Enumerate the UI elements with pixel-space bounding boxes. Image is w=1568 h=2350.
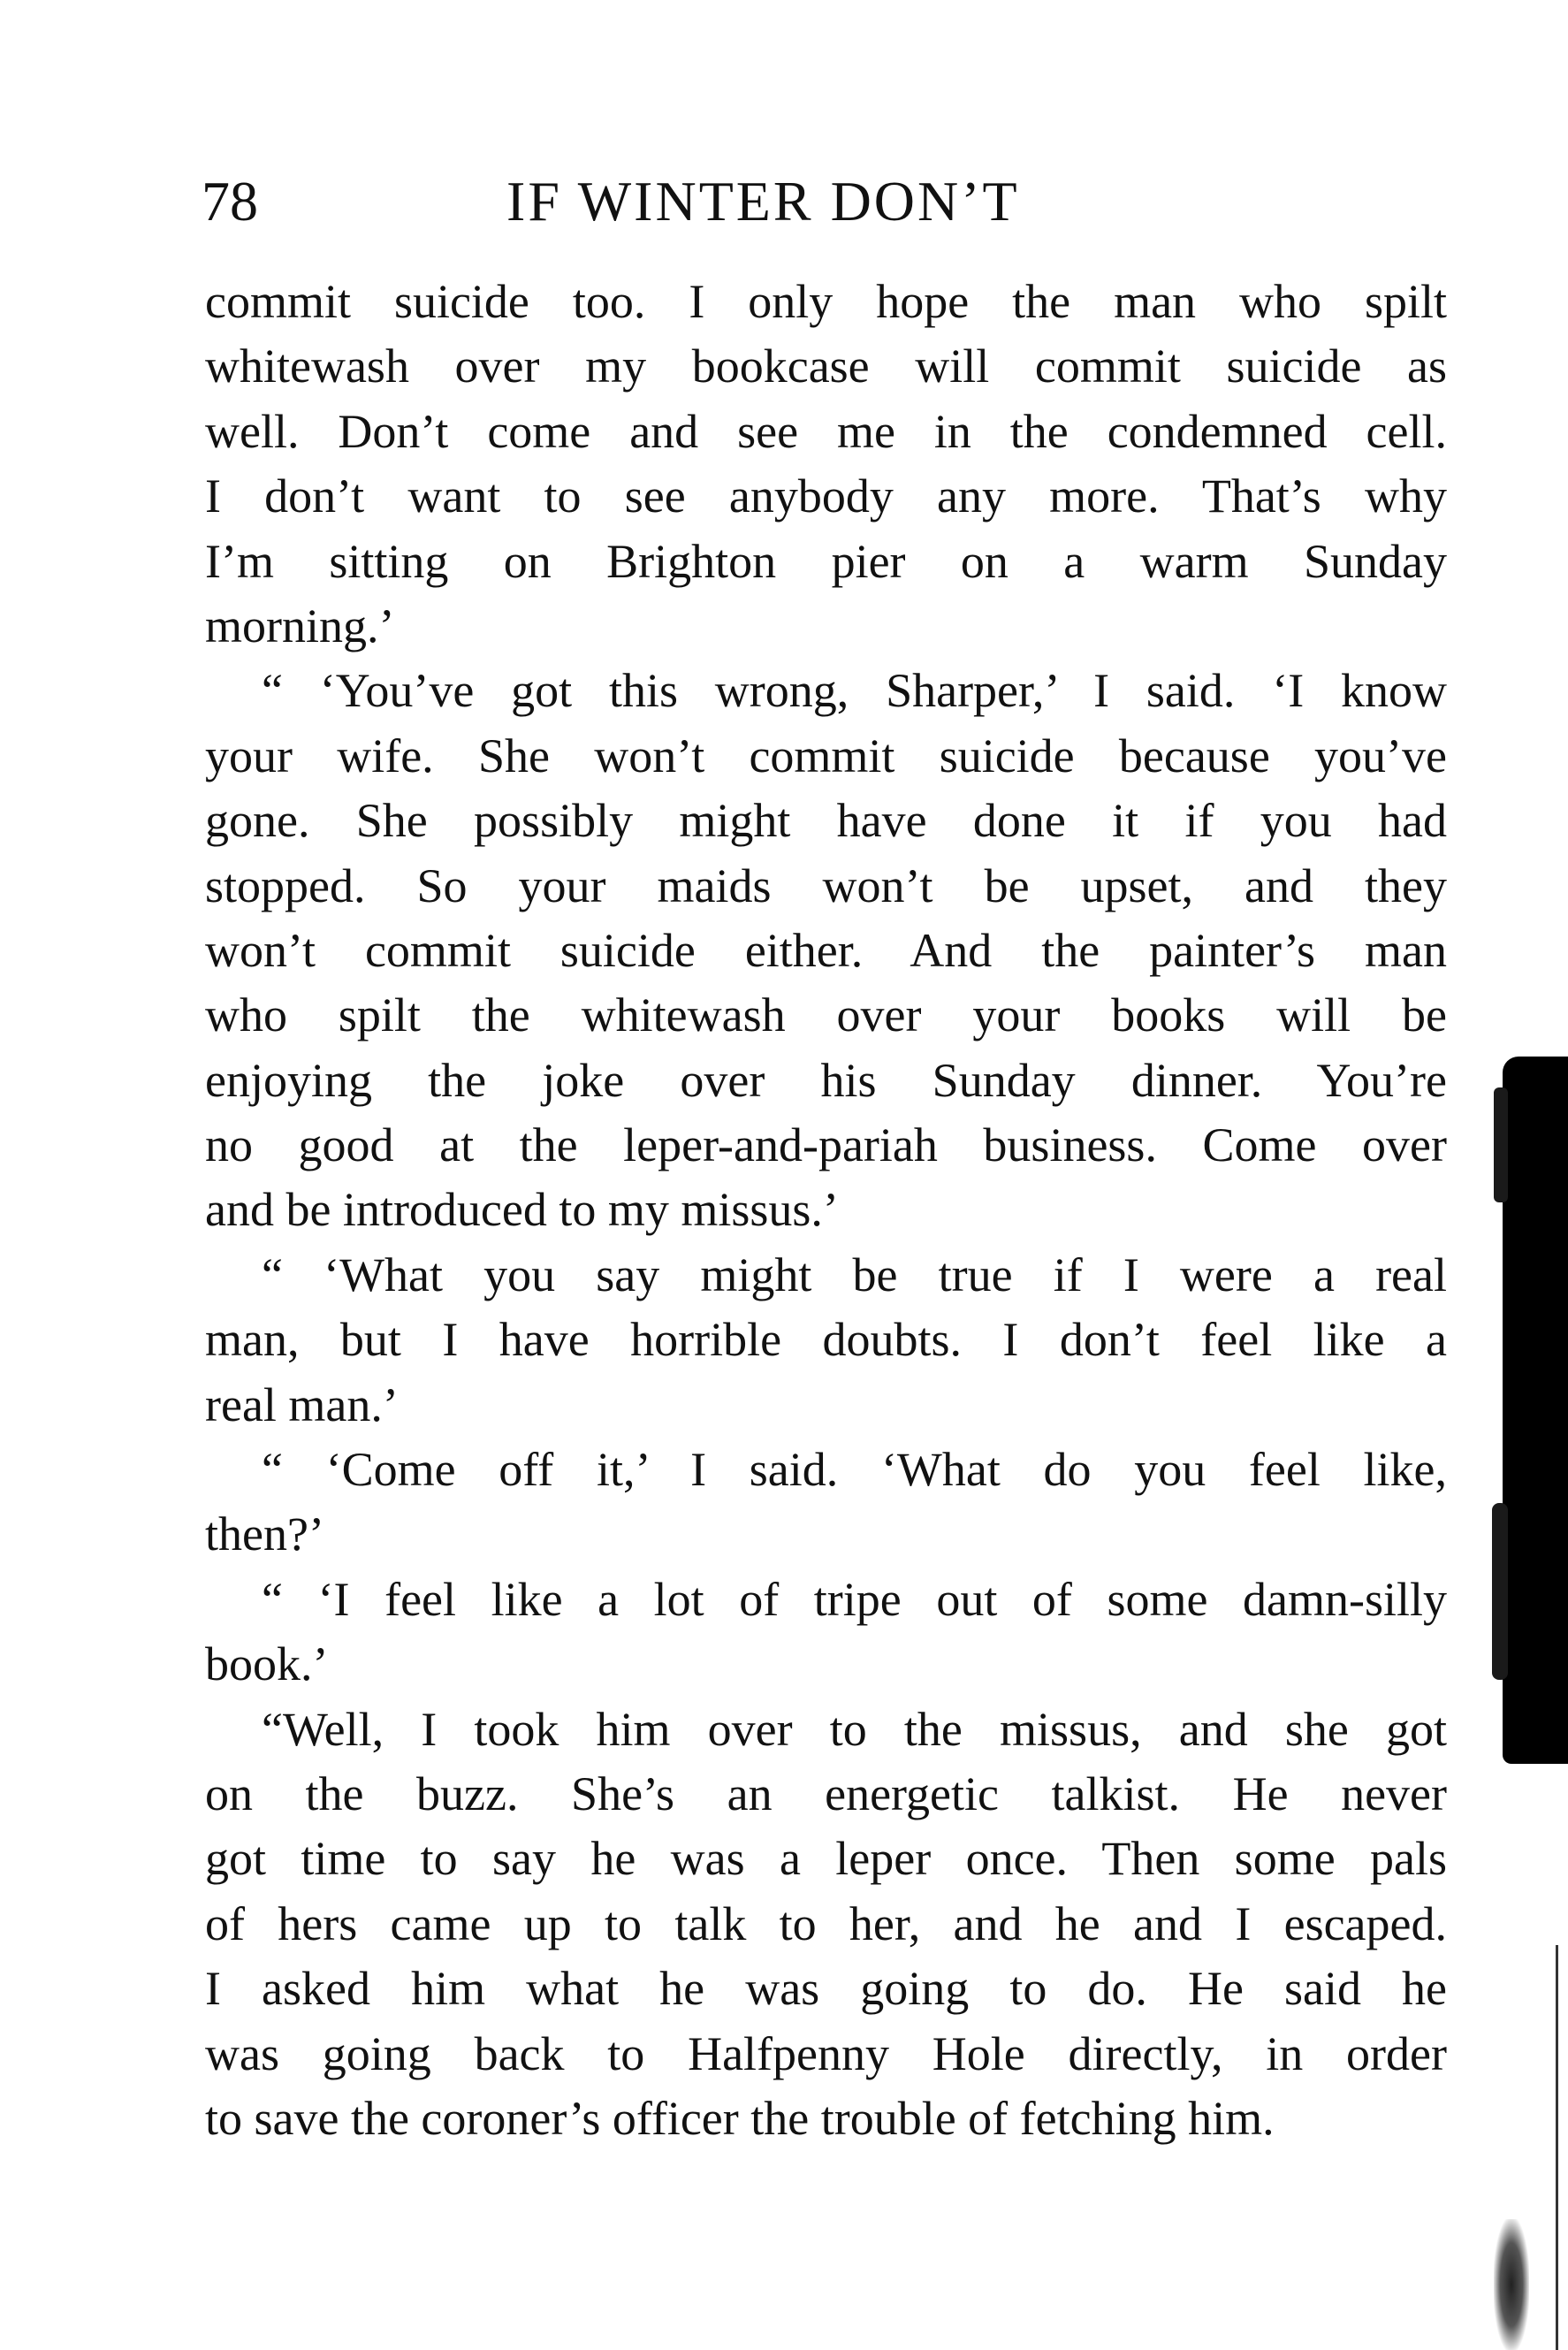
page-header [202,157,1457,255]
text-line: then?’ [205,1507,324,1561]
text-line: whitewash over my bookcase will commit suicide as [205,340,1447,393]
text-line: stopped. So your maids won’t be upset, and they [205,858,1447,912]
text-line: commit suicide too. I only hope the man who spilt [205,275,1447,328]
text-line: to save the coroner’s officer the trouble of fetching him. [205,2091,1275,2145]
text-line: “Well, I took him over to the missus, and she got [262,1702,1447,1756]
text-line: your wife. She won’t commit suicide because you’ve [205,729,1447,782]
text-line: I asked him what he was going to do. He said he [205,1962,1447,2016]
text-line: and be introduced to my missus.’ [205,1183,839,1237]
text-line: real man.’ [205,1377,399,1431]
text-line: book.’ [205,1637,329,1691]
text-line: “ ‘You’ve got this wrong, Sharper,’ I said. ‘I know [262,664,1447,718]
text-line: “ ‘I feel like a lot of tripe out of some damn-silly [262,1572,1447,1626]
text-line: gone. She possibly might have done it if you had [205,794,1447,848]
binding-shadow [1503,1057,1568,1764]
text-line: morning.’ [205,599,395,652]
text-line: man, but I have horrible doubts. I don’t feel like a [205,1313,1447,1367]
text-line: of hers came up to talk to her, and he and I escaped. [205,1896,1447,1950]
page-edge-line [1556,1945,1558,2350]
text-line: I don’t want to see anybody any more. That’s why [205,469,1447,523]
scan-speck [1494,1087,1508,1202]
text-line: on the buzz. She’s an energetic talkist. He never [205,1766,1447,1820]
text-line: “ ‘What you say might be true if I were a real [262,1247,1447,1301]
text-line: no good at the leper-and-pariah business. Come over [205,1118,1447,1172]
scan-speck [1492,1503,1508,1680]
scan-smudge [1494,2219,1529,2350]
text-line: got time to say he was a leper once. Then some pals [205,1832,1447,1886]
page-number: 78 [202,170,258,233]
text-line: enjoying the joke over his Sunday dinner. You’re [205,1053,1447,1107]
text-line: who spilt the whitewash over your books will be [205,988,1447,1042]
text-line: well. Don’t come and see me in the condemned cell. [205,404,1447,458]
text-line: I’m sitting on Brighton pier on a warm Sunday [205,534,1447,588]
text-line: was going back to Halfpenny Hole directly, in order [205,2026,1447,2080]
body-text [205,270,1447,2151]
text-line: “ ‘Come off it,’ I said. ‘What do you feel like, [262,1443,1447,1497]
text-line: won’t commit suicide either. And the painter’s man [205,923,1447,977]
running-head: IF WINTER DON’T [506,170,1020,233]
